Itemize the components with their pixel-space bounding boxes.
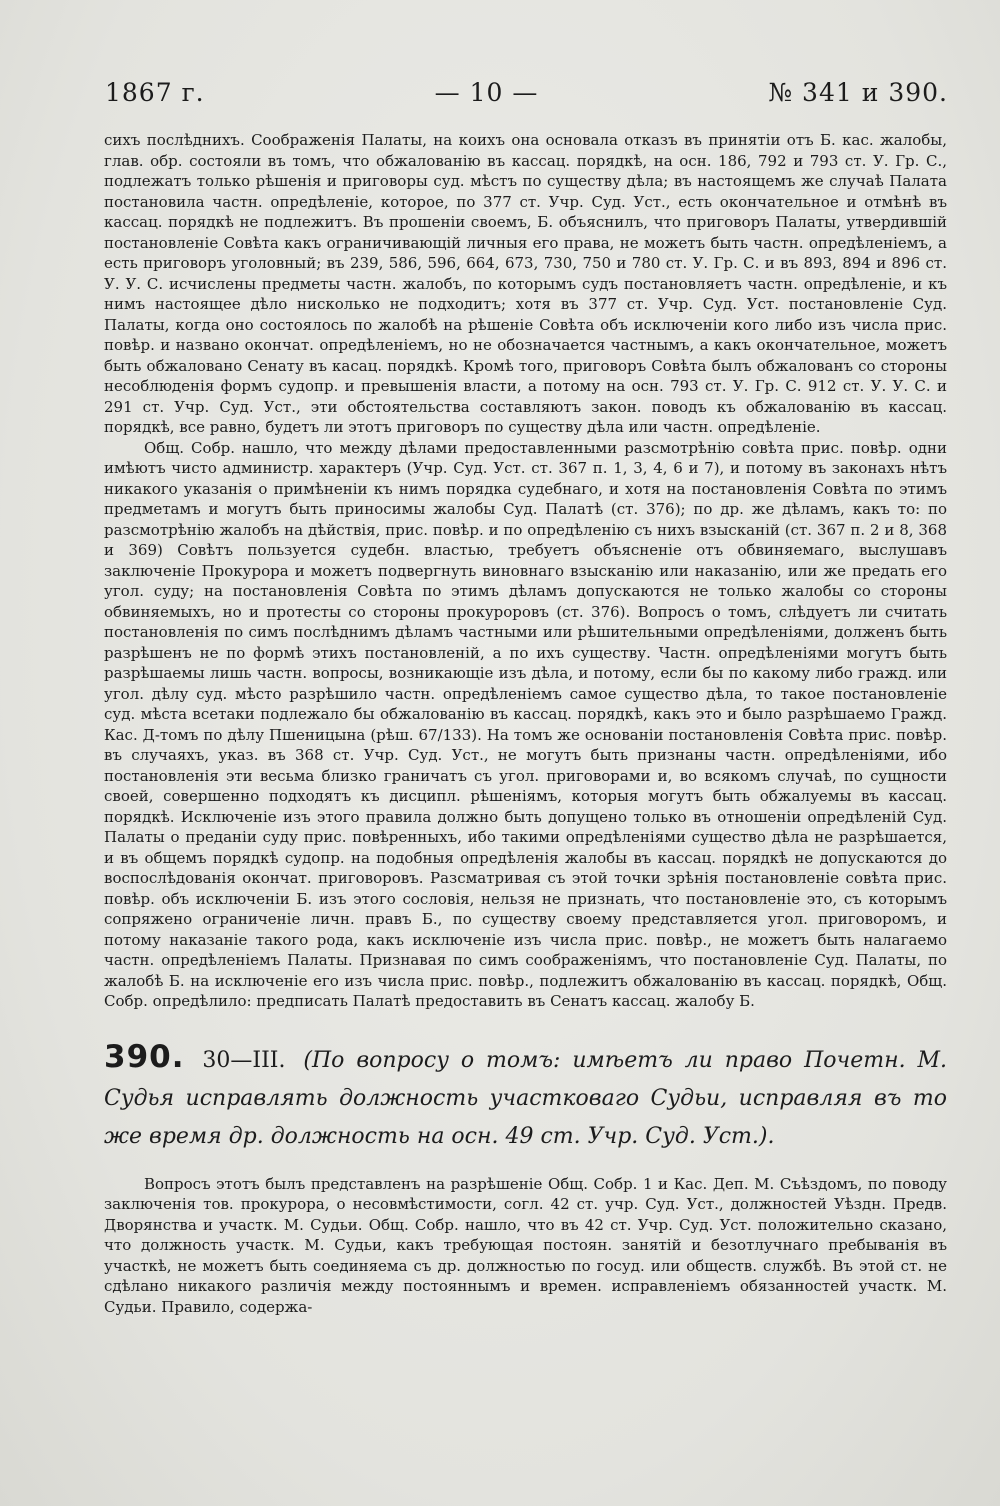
header-case-numbers: № 341 и 390. [768, 78, 948, 107]
header-year: 1867 г. [105, 78, 205, 107]
header-page-number: — 10 — [434, 78, 539, 107]
document-body [104, 130, 947, 1317]
case-341-paragraph-2: Общ. Собр. нашло, что между дѣлами предоставленными разсмотрѣнію совѣта прис. повѣр. одни имѣютъ чисто администр. характеръ (Учр. Суд. Уст. ст. 367 п. 1, 3, 4, 6 и 7), и потому въ законахъ нѣтъ никакого указанія о примѣненіи къ нимъ порядка судебнаго, и хотя на постановленія Совѣта по этимъ предметамъ и могутъ быть приносимы жалобы Суд. Палатѣ (ст. 376); по др. же дѣламъ, какъ то: по разсмотрѣнію жалобъ на дѣйствія, прис. повѣр. и по опредѣленію съ нихъ взысканій (ст. 367 п. 2 и 8, 368 и 369) Совѣтъ пользуется судебн. властью, требуетъ объясненіе отъ обвиняемаго, выслушавъ заключеніе Прокурора и можетъ подвергнуть виновнаго взысканію или наказанію, или же предать его угол. суду; на постановленія Совѣта по этимъ дѣламъ допускаются не только жалобы со стороны обвиняемыхъ, но и протесты со стороны прокуроровъ (ст. 376). Вопросъ о томъ, слѣдуетъ ли считать постановленія по симъ послѣднимъ дѣламъ частными или рѣшительными опредѣленіями, долженъ быть разрѣшенъ не по формѣ этихъ постановленій, а по ихъ существу. Частн. опредѣленіями могутъ быть разрѣшаемы лишь частн. вопросы, возникающіе изъ дѣла, и потому, если бы по какому либо гражд. или угол. дѣлу суд. мѣсто разрѣшило частн. опредѣленіемъ самое существо дѣла, то такое постановленіе суд. мѣста всетаки подлежало бы обжалованію въ кассац. порядкѣ, какъ это и было разрѣшаемо Гражд. Кас. Д-томъ по дѣлу Пшеницына (рѣш. 67/133). На томъ же основаніи постановленія Совѣта прис. повѣр. въ случаяхъ, указ. въ 368 ст. Учр. Суд. Уст., не могутъ быть признаны частн. опредѣленіями, ибо постановленія эти весьма близко граничатъ съ угол. приговорами и, во всякомъ случаѣ, по сущности своей, совершенно подходятъ къ дисципл. рѣшеніямъ, которыя могутъ быть обжалуемы въ кассац. порядкѣ. Исключеніе изъ этого правила должно быть допущено только въ отношеніи опредѣленій Суд. Палаты о преданіи суду прис. повѣренныхъ, ибо такими опредѣленіями существо дѣла не разрѣшается, и въ общемъ порядкѣ судопр. на подобныя опредѣленія жалобы въ кассац. порядкѣ не допускаются до воспослѣдованія окончат. приговоровъ. Разсматривая съ этой точки зрѣнія постановленіе совѣта прис. повѣр. объ исключеніи Б. изъ этого сословія, нельзя не признать, что постановленіе это, съ которымъ сопряжено ограниченіе личн. правъ Б., по существу своему представляется угол. приговоромъ, и потому наказаніе такого рода, какъ исключеніе изъ числа прис. повѣр., не можетъ быть налагаемо частн. опредѣленіемъ Палаты. Признавая по симъ соображеніямъ, что постановленіе Суд. Палаты, по жалобѣ Б. на исключеніе его изъ числа прис. повѣр., подлежитъ обжалованію въ кассац. порядкѣ, Общ. Собр. опредѣлило: предписать Палатѣ предоставить въ Сенатъ кассац. жалобу Б. [104, 438, 947, 1010]
case-390-heading [104, 1038, 947, 1156]
case-390-paragraph-1: Вопросъ этотъ былъ представленъ на разрѣшеніе Общ. Собр. 1 и Кас. Деп. М. Съѣздомъ, по поводу заключенія тов. прокурора, о несовмѣстимости, согл. 42 ст. учр. Суд. Уст., должностей Уѣздн. Предв. Дворянства и участк. М. Судьи. Общ. Собр. нашло, что въ 42 ст. Учр. Суд. Уст. положительно сказано, что должность участк. М. Судьи, какъ требующая постоян. занятій и безотлучнаго пребыванія въ участкѣ, не можетъ быть соединяема съ др. должностью по госуд. или обществ. службѣ. Въ этой ст. не сдѣлано никакого различія между постояннымъ и времен. исправленіемъ обязанностей участк. М. Судьи. Правило, содержа- [104, 1174, 947, 1316]
case-390-number: 390. [104, 1038, 185, 1075]
case-390-date: 30—III. [202, 1047, 286, 1073]
case-341-paragraph-1: сихъ послѣднихъ. Соображенія Палаты, на коихъ она основала отказъ въ принятіи отъ Б. кас. жалобы, глав. обр. состояли въ томъ, что обжалованію въ кассац. порядкѣ, на осн. 186, 792 и 793 ст. У. Гр. С., подлежатъ только рѣшенія и приговоры суд. мѣстъ по существу дѣла; въ настоящемъ же случаѣ Палата постановила частн. опредѣленіе, которое, по 377 ст. Учр. Суд. Уст., есть окончательное и отмѣнѣ въ кассац. порядкѣ не подлежитъ. Въ прошеніи своемъ, Б. объяснилъ, что приговоръ Палаты, утвердившій постановленіе Совѣта какъ ограничивающій личныя его права, не можетъ быть частн. опредѣленіемъ, а есть приговоръ уголовный; въ 239, 586, 596, 664, 673, 730, 750 и 780 ст. У. Гр. С. и въ 893, 894 и 896 ст. У. У. С. исчислены предметы частн. жалобъ, по которымъ судъ постановляетъ частн. опредѣленіе, и къ нимъ настоящее дѣло нисколько не подходитъ; хотя въ 377 ст. Учр. Суд. Уст. постановленіе Суд. Палаты, когда оно состоялось по жалобѣ на рѣшеніе Совѣта объ исключеніи кого либо изъ числа прис. повѣр. и названо окончат. опредѣленіемъ, но не обозначается частнымъ, а какъ окончательное, можетъ быть обжаловано Сенату въ касац. порядкѣ. Кромѣ того, приговоръ Совѣта былъ обжалованъ со стороны несоблюденія формъ судопр. и превышенія власти, а потому на осн. 793 ст. У. Гр. С. 912 ст. У. У. С. и 291 ст. Учр. Суд. Уст., эти обстоятельства составляютъ закон. поводъ къ обжалованію въ кассац. порядкѣ, все равно, будетъ ли этотъ приговоръ по существу дѣла или частн. опредѣленіе. [104, 131, 947, 436]
running-header [105, 78, 948, 118]
case-390-title: (По вопросу о томъ: имѣетъ ли право Почетн. М. Судья исправлять должность участковаго Судьи, исправляя въ то же время др. должность на осн. 49 ст. Учр. Суд. Уст.). [104, 1047, 947, 1149]
